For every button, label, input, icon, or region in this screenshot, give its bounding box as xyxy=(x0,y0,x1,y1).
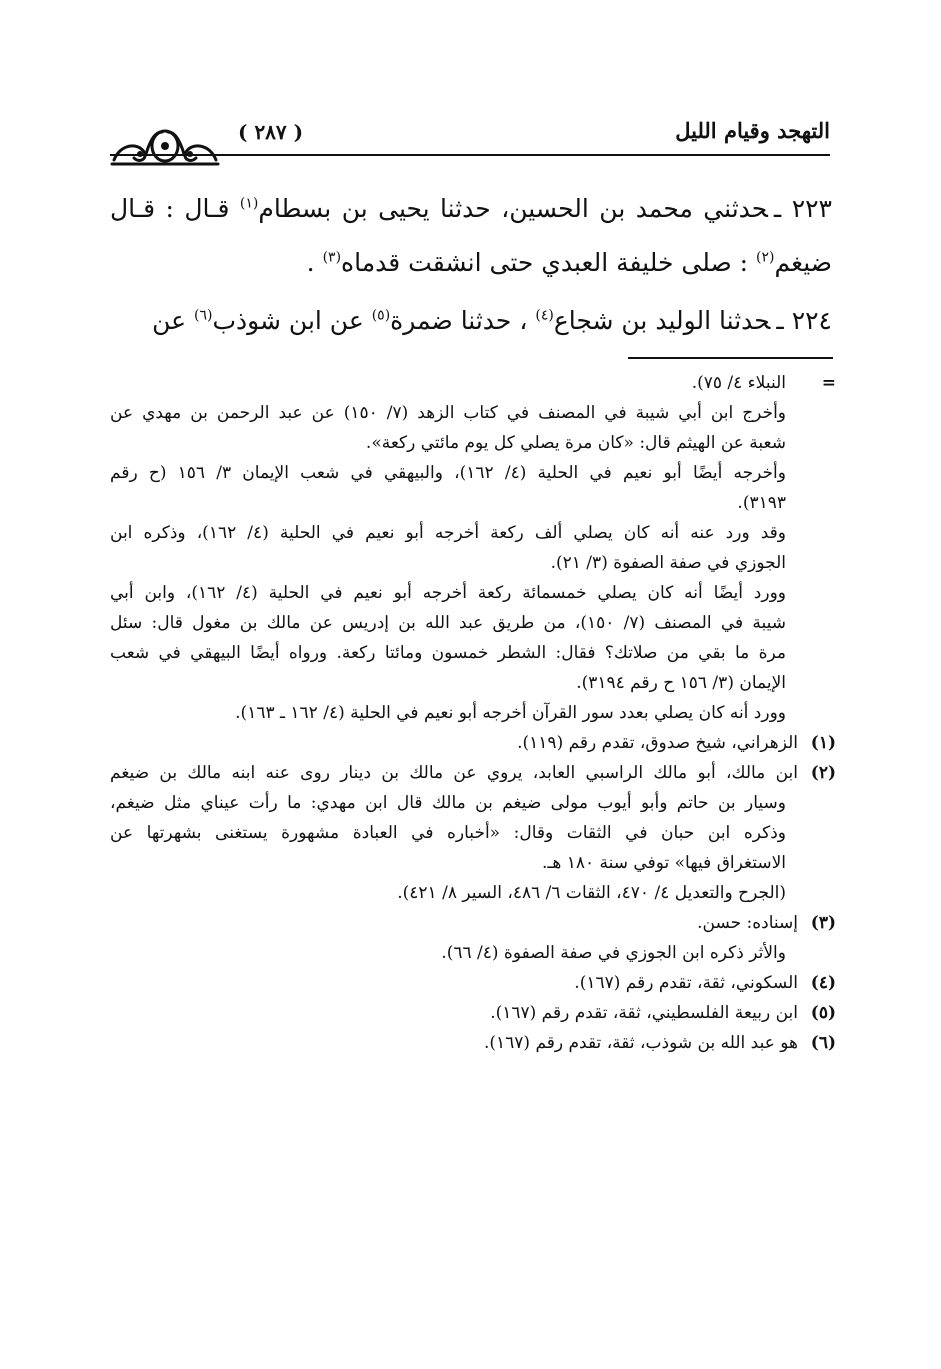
running-title: التهجد وقيام الليل xyxy=(675,118,830,143)
continuation-marker: = xyxy=(821,373,836,393)
page-header xyxy=(110,108,830,174)
narration-number: ٢٢٣ ـ xyxy=(773,194,832,223)
main-text xyxy=(110,182,832,352)
footnote-text: إسناده: حسن. xyxy=(697,913,798,933)
narration-text: . xyxy=(306,248,323,277)
footnote-continuation-line: ٣١٩٣). xyxy=(737,493,786,513)
page-number: ( ٢٨٧ ) xyxy=(238,120,304,144)
footnote-1 xyxy=(110,728,836,758)
footnote-3-line: والأثر ذكره ابن الجوزي في صفة الصفوة (٤/ ٦٦). xyxy=(441,943,786,963)
footnote-continuation-line: مرة ما بقي من صلاتك؟ فقال: الشطر خمسون ومائتا ركعة. ورواه أيضًا البيهقي في شعب xyxy=(110,643,786,663)
footnote-ref[interactable]: (١) xyxy=(239,195,259,212)
narration-text: عن ابن شوذب xyxy=(212,306,372,335)
footnote-label: (٤) xyxy=(810,973,836,993)
footnote-continuation-line: الجوزي في صفة الصفوة (٣/ ٢١). xyxy=(550,553,786,573)
decorative-ornament-icon xyxy=(110,124,220,168)
footnote-5 xyxy=(110,998,836,1028)
footnote-3 xyxy=(110,908,836,938)
footnote-label: (١) xyxy=(810,733,836,753)
footnote-ref[interactable]: (٤) xyxy=(535,307,554,324)
footnote-ref[interactable]: (٢) xyxy=(756,249,775,266)
footnote-continuation-line: وقد ورد عنه أنه كان يصلي ألف ركعة أخرجه أبو نعيم في الحلية (٤/ ١٦٢)، وذكره ابن xyxy=(110,523,786,543)
narration-text: عن xyxy=(152,306,194,335)
footnote-text: النبلاء ٤/ ٧٥). xyxy=(691,373,786,393)
footnote-ref[interactable]: (٥) xyxy=(371,307,391,324)
footnote-continuation-line xyxy=(110,368,836,398)
footnote-ref[interactable]: (٦) xyxy=(193,307,213,324)
footnote-separator xyxy=(628,357,833,359)
narration-text: حدثني محمد بن الحسين، حدثنا يحيى بن بسطام xyxy=(258,194,768,223)
footnote-text: هو عبد الله بن شوذب، ثقة، تقدم رقم (١٦٧). xyxy=(483,1033,798,1053)
footnote-continuation-line: وأخرجه أيضًا أبو نعيم في الحلية (٤/ ١٦٢)، والبيهقي في شعب الإيمان ٣/ ١٥٦ (ح رقم xyxy=(110,463,786,483)
narration-224 xyxy=(110,294,832,348)
footnote-text: السكوني، ثقة، تقدم رقم (١٦٧). xyxy=(574,973,798,993)
footnote-continuation-line: وورد أيضًا أنه كان يصلي خمسمائة ركعة أخرجه أبو نعيم في الحلية (٤/ ١٦٢)، وابن أبي xyxy=(110,583,786,603)
footnote-4 xyxy=(110,968,836,998)
footnote-label: (٢) xyxy=(810,763,836,783)
footnote-2-line: وسيار بن حاتم وأبو أيوب مولى ضيغم بن مالك قال ابن مهدي: ما رأت عيناي مثل ضيغم، xyxy=(110,793,786,813)
footnote-continuation-line: شعبة عن الهيثم قال: «كان مرة يصلي كل يوم مائتي ركعة». xyxy=(365,433,786,453)
narration-223 xyxy=(110,182,832,290)
footnote-text: ابن مالك، أبو مالك الراسبي العابد، يروي عن مالك بن دينار روى عنه ابنه مالك بن ضيغم xyxy=(110,763,798,783)
footnote-2-line: وذكره ابن حبان في الثقات وقال: «أخباره في العبادة مشهورة يستغنى بشهرتها عن xyxy=(110,823,786,843)
narration-text: ، حدثنا ضمرة xyxy=(390,306,536,335)
footnote-2-line: الاستغراق فيها» توفي سنة ١٨٠ هـ. xyxy=(541,853,786,873)
footnote-6 xyxy=(110,1028,836,1058)
footnote-continuation-line: شيبة في المصنف (٧/ ١٥٠)، من طريق عبد الله بن إدريس عن مالك بن مغول قال: سئل xyxy=(110,613,786,633)
footnote-continuation-line: الإيمان (٣/ ١٥٦ ح رقم ٣١٩٤). xyxy=(576,673,786,693)
footnote-text: ابن ربيعة الفلسطيني، ثقة، تقدم رقم (١٦٧). xyxy=(490,1003,798,1023)
footnote-continuation-line: وورد أنه كان يصلي بعدد سور القرآن أخرجه أبو نعيم في الحلية (٤/ ١٦٢ ـ ١٦٣). xyxy=(235,703,786,723)
footnote-label: (٦) xyxy=(810,1033,836,1053)
narration-number: ٢٢٤ ـ xyxy=(776,306,832,335)
footnote-ref[interactable]: (٣) xyxy=(322,249,342,266)
footnote-continuation-line: وأخرج ابن أبي شيبة في المصنف في كتاب الزهد (٧/ ١٥٠) عن عبد الرحمن بن مهدي عن xyxy=(110,403,787,423)
footnote-2 xyxy=(110,758,836,788)
footnote-text: الزهراني، شيخ صدوق، تقدم رقم (١١٩). xyxy=(517,733,798,753)
footnote-2-line: (الجرح والتعديل ٤/ ٤٧٠، الثقات ٦/ ٤٨٦، السير ٨/ ٤٢١). xyxy=(397,883,786,903)
narration-text: حدثنا الوليد بن شجاع xyxy=(553,306,771,335)
header-rule xyxy=(110,154,830,156)
footnotes xyxy=(110,368,836,1058)
footnote-label: (٥) xyxy=(810,1003,836,1023)
narration-text: : صلى خليفة العبدي حتى انشقت قدماه xyxy=(341,248,757,277)
footnote-label: (٣) xyxy=(810,913,836,933)
narration-text: قـال : قـال ضيغم xyxy=(110,194,832,277)
